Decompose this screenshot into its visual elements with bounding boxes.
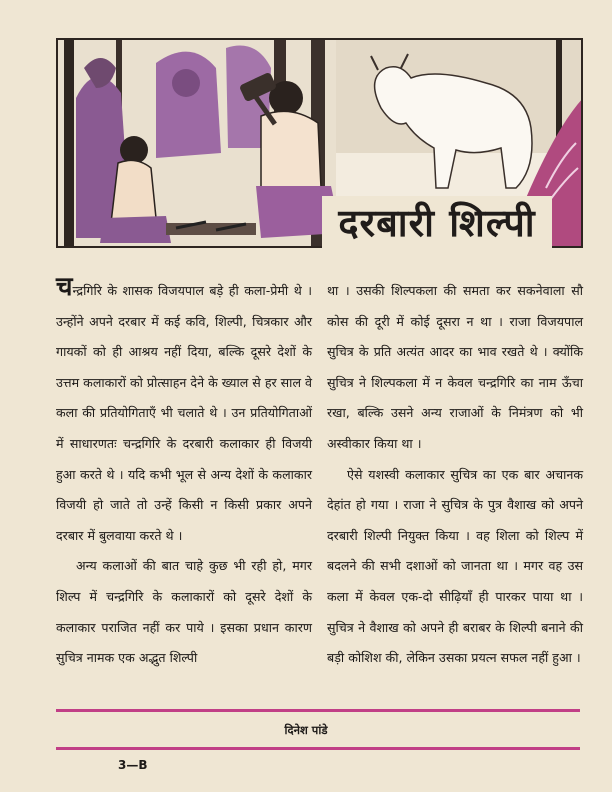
paragraph-text: अन्य कलाओं की बात चाहे कुछ भी रही हो, मगर शिल्प में चन्द्रगिरि के कलाकारों को दूसरे देशों के कलाकार पराजित नहीं कर पाये । इसका प्रधान कारण सुचित्र नामक एक अद्भुत शिल्पी [56, 558, 312, 666]
page-number: 3—B [118, 758, 148, 772]
drop-cap: च [56, 272, 73, 302]
story-title: दरबारी शिल्पी [338, 201, 536, 245]
paragraph-text: ऐसे यशस्वी कलाकार सुचित्र का एक बार अचानक देहांत हो गया । राजा ने सुचित्र के पुत्र वैशाख को अपने दरबारी शिल्पी नियुक्त किया । वह शिला को शिल्प में बदलने की सभी दशाओं को जानता था । मगर वह उस कला में केवल एक-दो सीढ़ियाँ ही पारकर पाया था । सुचित्र ने वैशाख को अपने ही बराबर के शिल्पी बनाने की बड़ी कोशिश की, लेकिन उसका प्रयत्न सफल नहीं हुआ । [327, 466, 583, 666]
paragraph [327, 276, 583, 460]
column-left [56, 272, 312, 674]
paragraph [56, 551, 312, 673]
divider-top [56, 709, 580, 712]
author-credit: दिनेश पांडे [284, 723, 328, 737]
paragraph-text: न्द्रगिरि के शासक विजयपाल बड़े ही कला-प्रेमी थे । उन्होंने अपने दरबार में कई कवि, शिल्पी, चित्रकार और गायकों को ही आश्रय नहीं दिया, बल्कि दूसरे देशों के उत्तम कलाकारों को प्रोत्साहन देने के ख्याल से हर साल वे कला की प्रतियोगिताएँ भी चलाते थे । उन प्रतियोगिताओं में साधारणतः चन्द्रगिरि के दरबारी कलाकार ही विजयी हुआ करते थे । यदि कभी भूल से अन्य देशों के कलाकार विजयी हो जाते तो उन्हें किसी न किसी प्रकार अपने दरबार में बुलवाया करते थे । [56, 283, 312, 543]
paragraph [327, 460, 583, 674]
divider-bottom [56, 747, 580, 750]
title-box [322, 196, 552, 248]
column-right [327, 276, 583, 674]
paragraph [56, 272, 312, 551]
paragraph-text: था । उसकी शिल्पकला की समता कर सकनेवाला सौ कोस की दूरी में कोई दूसरा न था । राजा विजयपाल सुचित्र के प्रति अत्यंत आदर का भाव रखते थे । क्योंकि सुचित्र ने शिल्पकला में न केवल चन्द्रगिरि का नाम ऊँचा रखा, बल्कि उसने अन्य राजाओं के निमंत्रण को भी अस्वीकार किया था । [327, 283, 583, 451]
